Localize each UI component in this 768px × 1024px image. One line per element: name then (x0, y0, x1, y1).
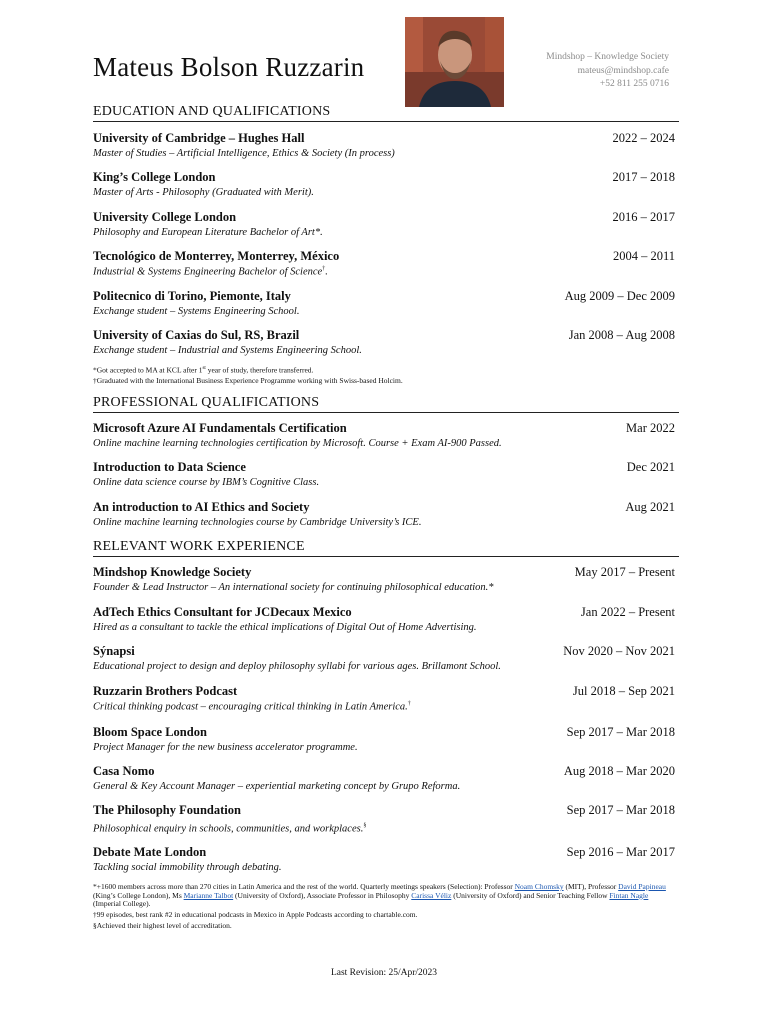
education-entry (93, 289, 675, 317)
entry-title: Tecnológico de Monterrey, Monterrey, México (93, 249, 340, 263)
footnote-mark: § (363, 823, 367, 829)
work-footnote-2: †99 episodes, best rank #2 in educational podcasts in Mexico in Apple Podcasts according to chartable.com. (93, 910, 418, 919)
entry-description: Project Manager for the new business accelerator programme. (93, 742, 358, 753)
entry-date: Mar 2022 (626, 421, 675, 435)
entry-date: 2016 – 2017 (612, 210, 675, 224)
entry-description: Master of Studies – Artificial Intelligence, Ethics & Society (In process) (93, 148, 395, 159)
entry-date: Aug 2018 – Mar 2020 (563, 764, 675, 778)
entry-date: Sep 2017 – Mar 2018 (566, 803, 675, 817)
entry-title: Bloom Space London (93, 725, 207, 739)
last-revision: Last Revision: 25/Apr/2023 (330, 968, 438, 978)
entry-description: Exchange student – Systems Engineering School. (93, 306, 300, 317)
entry-date: Jan 2008 – Aug 2008 (568, 328, 675, 342)
entry-date: Aug 2009 – Dec 2009 (564, 289, 675, 303)
speaker-link[interactable]: Carissa Véliz (411, 890, 452, 900)
contact-phone: +52 811 255 0716 (599, 79, 669, 89)
speaker-link[interactable]: Fintan Nagle (609, 890, 649, 900)
education-entry (93, 328, 675, 356)
entry-description: General & Key Account Manager – experiential marketing concept by Grupo Reforma. (93, 781, 461, 792)
entry-title: Casa Nomo (93, 764, 155, 778)
entry-description: Master of Arts - Philosophy (Graduated with Merit). (93, 187, 314, 198)
entry-date: Jul 2018 – Sep 2021 (572, 684, 675, 698)
entry-title: Sýnapsi (93, 644, 135, 658)
contact-block (546, 51, 669, 92)
entry-date: Aug 2021 (625, 500, 675, 514)
work-entry (93, 803, 675, 835)
entry-description: Critical thinking podcast – encouraging critical thinking in Latin America.† (93, 701, 411, 713)
speaker-link[interactable]: Marianne Talbot (183, 890, 234, 900)
entry-date: 2022 – 2024 (612, 131, 675, 145)
contact-email[interactable]: mateus@mindshop.cafe (577, 65, 669, 76)
speaker-link[interactable]: David Papineau (618, 882, 666, 891)
qualification-entry (93, 421, 675, 449)
work-entry (93, 845, 675, 873)
entry-description: Educational project to design and deploy philosophy syllabi for various ages. Brillamont School. (93, 661, 501, 672)
entry-title: King’s College London (93, 170, 216, 184)
entry-description: Tackling social immobility through debating. (93, 862, 282, 873)
entry-date: Nov 2020 – Nov 2021 (563, 644, 675, 658)
footnote-mark: † (322, 266, 326, 272)
entry-title: Introduction to Data Science (93, 460, 246, 474)
section-heading-work: RELEVANT WORK EXPERIENCE (93, 539, 679, 557)
entry-description: Philosophy and European Literature Bachelor of Art*. (93, 227, 323, 238)
entry-description: Philosophical enquiry in schools, communities, and workplaces.§ (93, 823, 367, 835)
entry-title: Politecnico di Torino, Piemonte, Italy (93, 289, 291, 303)
work-entry (93, 565, 675, 593)
entry-title: AdTech Ethics Consultant for JCDecaux Mexico (93, 605, 352, 619)
entry-date: Jan 2022 – Present (580, 605, 675, 619)
entry-date: Sep 2016 – Mar 2017 (566, 845, 675, 859)
section-heading-professional: PROFESSIONAL QUALIFICATIONS (93, 395, 679, 413)
work-footnote-3: §Achieved their highest level of accreditation. (93, 921, 232, 930)
section-heading-education: EDUCATION AND QUALIFICATIONS (93, 104, 679, 122)
speaker-link[interactable]: Noam Chomsky (514, 882, 564, 891)
education-footnote-1: *Got accepted to MA at KCL after 1st year of study, therefore transferred. (93, 365, 314, 375)
candidate-name: Mateus Bolson Ruzzarin (93, 52, 365, 82)
entry-title: University of Caxias do Sul, RS, Brazil (93, 328, 300, 342)
entry-title: Debate Mate London (93, 845, 207, 859)
entry-date: May 2017 – Present (574, 565, 675, 579)
education-footnote-2: †Graduated with the International Business Experience Programme working with Swiss-based Holcim. (93, 376, 403, 385)
entry-description: Online machine learning technologies course by Cambridge University’s ICE. (93, 517, 422, 528)
entry-description: Exchange student – Industrial and Systems Engineering School. (93, 345, 362, 356)
entry-description: Founder & Lead Instructor – An international society for continuing philosophical education.* (93, 582, 494, 593)
footnote-mark: † (407, 701, 411, 707)
education-entry (93, 210, 675, 238)
entry-title: Microsoft Azure AI Fundamentals Certification (93, 421, 347, 435)
entry-description: Industrial & Systems Engineering Bachelor of Science†. (93, 266, 328, 278)
entry-description: Hired as a consultant to tackle the ethical implications of Digital Out of Home Advertising. (93, 622, 477, 633)
work-entry (93, 605, 675, 633)
contact-organization: Mindshop – Knowledge Society (546, 52, 669, 62)
qualification-entry (93, 500, 675, 528)
work-entry (93, 725, 675, 753)
education-entry (93, 249, 675, 278)
entry-date: Sep 2017 – Mar 2018 (566, 725, 675, 739)
entry-date: 2017 – 2018 (612, 170, 675, 184)
entry-title: Mindshop Knowledge Society (93, 565, 252, 579)
entry-title: An introduction to AI Ethics and Society (93, 500, 310, 514)
entry-title: Ruzzarin Brothers Podcast (93, 684, 238, 698)
entry-description: Online data science course by IBM’s Cognitive Class. (93, 477, 320, 488)
entry-date: Dec 2021 (626, 460, 675, 474)
education-entry (93, 170, 675, 198)
entry-date: 2004 – 2011 (612, 249, 675, 263)
entry-description: Online machine learning technologies certification by Microsoft. Course + Exam AI-900 Passed. (93, 438, 502, 449)
work-footnote-1: *+1600 members across more than 270 cities in Latin America and the rest of the world. Quarterly meetings speakers (Selection): Professor Noam Chomsky (MIT), Professor David Papineau (King’s College London), Ms Marianne Talbot (University of Oxford), Associate Professor in Philosophy Carissa Véliz (University of Oxford) and Senior Teaching Fellow Fintan Nagle (Imperial College). (93, 882, 666, 908)
entry-title: The Philosophy Foundation (93, 803, 241, 817)
work-entry (93, 644, 675, 672)
entry-title: University College London (93, 210, 237, 224)
work-entry (93, 684, 675, 713)
qualification-entry (93, 460, 675, 488)
profile-photo (405, 17, 504, 107)
work-entry (93, 764, 675, 792)
entry-title: University of Cambridge – Hughes Hall (93, 131, 305, 145)
education-entry (93, 131, 675, 159)
